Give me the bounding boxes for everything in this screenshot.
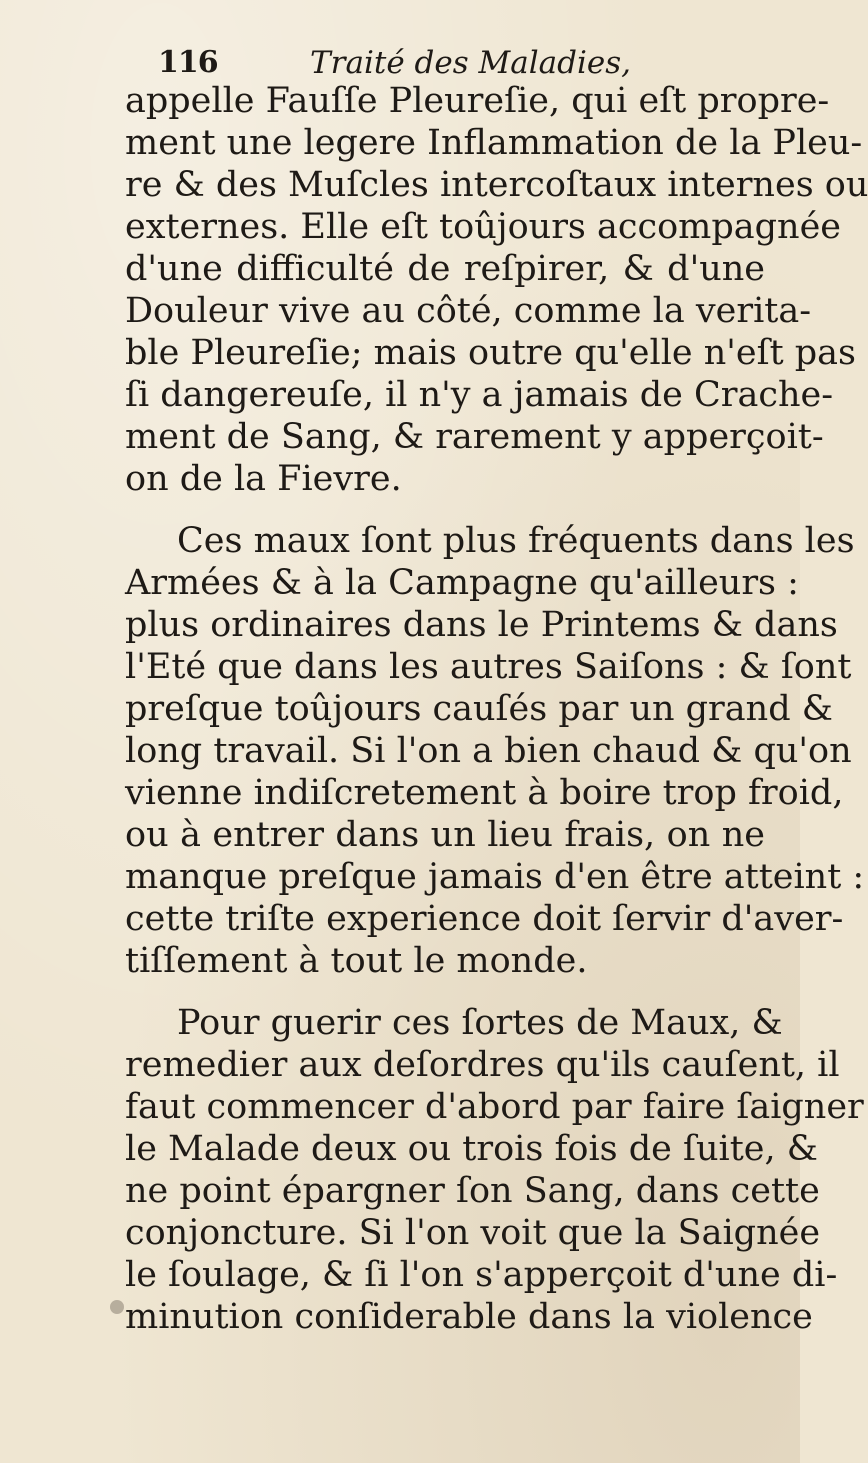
body-text (125, 80, 868, 1338)
text-line: remedier aux deſordres qu'ils cauſent, il (125, 1045, 840, 1085)
paragraph-gap (125, 982, 765, 1002)
text-line: ſi dangereuſe, il n'y a jamais de Crache- (125, 375, 834, 415)
paragraph-2 (125, 520, 865, 982)
text-line: le ſoulage, & ſi l'on s'apperçoit d'une di- (125, 1255, 838, 1295)
text-line: externes. Elle eſt toûjours accompagnée (125, 207, 841, 247)
text-line: Douleur vive au côté, comme la verita- (125, 291, 812, 331)
text-line: Ces maux ſont plus fréquents dans les (177, 521, 855, 561)
text-line: Pour guerir ces ſortes de Maux, & (177, 1003, 783, 1043)
paragraph-1 (125, 80, 868, 500)
text-line: conjoncture. Si l'on voit que la Saignée (125, 1213, 821, 1253)
text-line: le Malade deux ou trois fois de ſuite, & (125, 1129, 818, 1169)
text-line: tiſſement à tout le monde. (125, 941, 588, 981)
text-line: manque preſque jamais d'en être atteint : (125, 857, 865, 897)
paragraph-gap (125, 500, 765, 520)
text-line: ou à entrer dans un lieu frais, on ne (125, 815, 765, 855)
text-line: Armées & à la Campagne qu'ailleurs : (125, 563, 799, 603)
text-line: faut commencer d'abord par faire ſaigner (125, 1087, 864, 1127)
running-title: Traité des Maladies, (310, 45, 631, 81)
paragraph-3 (125, 1002, 864, 1338)
text-line: ble Pleureſie; mais outre qu'elle n'eſt pas (125, 333, 857, 373)
text-line: ment une legere Inflammation de la Pleu- (125, 123, 863, 163)
text-line: l'Eté que dans les autres Saiſons : & ſont (125, 647, 852, 687)
ink-spot (110, 1300, 124, 1314)
text-line: vienne indiſcretement à boire trop froid, (125, 773, 844, 813)
text-line: plus ordinaires dans le Printems & dans (125, 605, 838, 645)
text-line: on de la Fievre. (125, 459, 402, 499)
page-number: 116 (158, 45, 218, 80)
text-line: preſque toûjours cauſés par un grand & (125, 689, 833, 729)
text-line: d'une difficulté de reſpirer, & d'une (125, 249, 765, 289)
text-line: long travail. Si l'on a bien chaud & qu'on (125, 731, 852, 771)
text-line: minution conſiderable dans la violence (125, 1297, 813, 1337)
text-line: re & des Muſcles intercoſtaux internes ou (125, 165, 868, 205)
text-line: cette triſte experience doit ſervir d'aver- (125, 899, 844, 939)
text-line: ne point épargner ſon Sang, dans cette (125, 1171, 820, 1211)
text-line: ment de Sang, & rarement y apperçoit- (125, 417, 824, 457)
text-line: appelle Fauſſe Pleureſie, qui eſt propre- (125, 81, 830, 121)
